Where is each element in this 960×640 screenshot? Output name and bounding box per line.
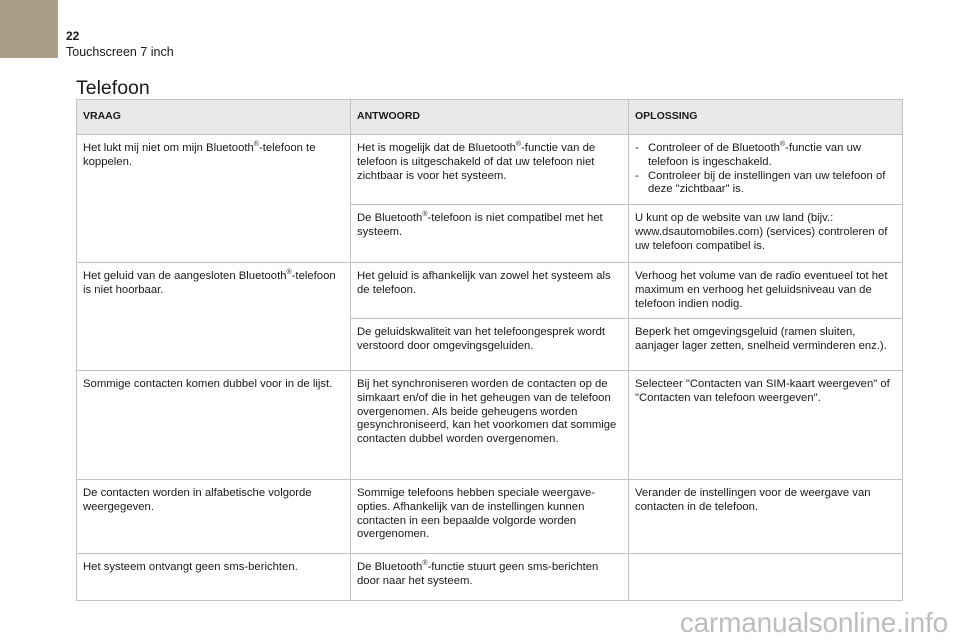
table-header-row [77, 100, 903, 135]
question-cell: Het geluid van de aangesloten Bluetooth®-telefoon is niet hoorbaar. [77, 263, 351, 371]
question-cell: De contacten worden in alfabetische volgorde weergegeven. [77, 480, 351, 554]
answer-cell: Bij het synchroniseren worden de contacten op de simkaart en/of die in het geheugen van de telefoon overgenomen. Als beide geheugens worden gesynchroniseerd, kan het voorkomen dat sommige contacten dubbel worden overgenomen. [351, 371, 629, 480]
table-row [77, 480, 903, 554]
column-header-solution: OPLOSSING [629, 100, 903, 135]
page-title: Telefoon [76, 77, 150, 100]
table-row [77, 371, 903, 480]
solution-cell: Verhoog het volume van de radio eventueel tot het maximum en verhoog het geluidsniveau van de telefoon indien nodig. [629, 263, 903, 319]
table-row [77, 263, 903, 319]
column-header-question: VRAAG [77, 100, 351, 135]
page-number: 22 [66, 29, 80, 43]
question-cell: Sommige contacten komen dubbel voor in de lijst. [77, 371, 351, 480]
solution-step: - Controleer of de Bluetooth®-functie van uw telefoon is ingeschakeld. [635, 141, 862, 168]
solution-cell: Verander de instellingen voor de weergave van contacten in de telefoon. [629, 480, 903, 554]
question-cell: Het systeem ontvangt geen sms-berichten. [77, 554, 351, 601]
solution-step: - Controleer bij de instellingen van uw telefoon of deze "zichtbaar" is. [635, 169, 886, 196]
question-cell: Het lukt mij niet om mijn Bluetooth®-telefoon te koppelen. [77, 135, 351, 263]
faq-table [76, 99, 903, 601]
section-label: Touchscreen 7 inch [66, 45, 174, 59]
answer-cell: De geluidskwaliteit van het telefoongesprek wordt verstoord door omgevingsgeluiden. [351, 319, 629, 371]
answer-cell: Het is mogelijk dat de Bluetooth®-functie van de telefoon is uitgeschakeld of dat uw telefoon niet zichtbaar is voor het systeem. [351, 135, 629, 205]
table-row [77, 135, 903, 205]
column-header-answer: ANTWOORD [351, 100, 629, 135]
solution-cell [629, 135, 903, 205]
answer-cell: De Bluetooth®-functie stuurt geen sms-berichten door naar het systeem. [351, 554, 629, 601]
watermark: carmanualsonline.info [679, 607, 948, 638]
answer-cell: De Bluetooth®-telefoon is niet compatibel met het systeem. [351, 205, 629, 263]
solution-cell: Beperk het omgevingsgeluid (ramen sluiten, aanjager lager zetten, snelheid verminderen enz.). [629, 319, 903, 371]
table-row [77, 554, 903, 601]
answer-cell: Het geluid is afhankelijk van zowel het systeem als de telefoon. [351, 263, 629, 319]
solution-cell [629, 554, 903, 601]
solution-cell: U kunt op de website van uw land (bijv.: www.dsautomobiles.com) (services) controleren of uw telefoon compatibel is. [629, 205, 903, 263]
solution-steps [635, 142, 896, 197]
answer-cell: Sommige telefoons hebben speciale weergave-opties. Afhankelijk van de instellingen kunnen contacten in een bepaalde volgorde worden overgenomen. [351, 480, 629, 554]
solution-cell: Selecteer "Contacten van SIM-kaart weergeven" of "Contacten van telefoon weergeven". [629, 371, 903, 480]
corner-tab [0, 0, 58, 58]
